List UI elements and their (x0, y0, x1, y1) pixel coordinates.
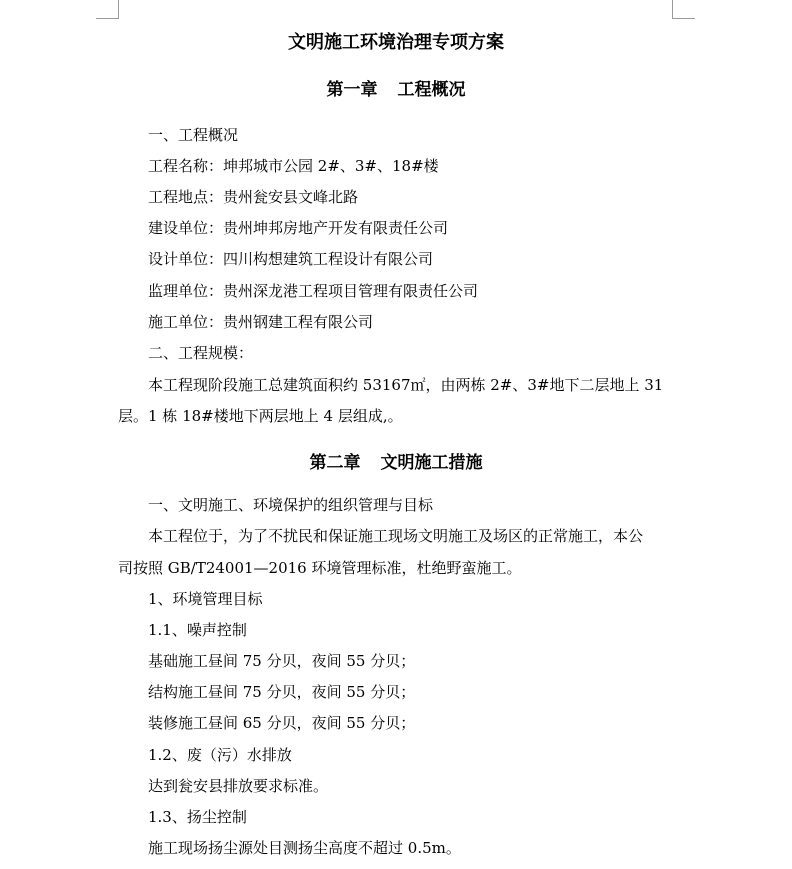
scale-paragraph-line-2: 层。1 栋 18#楼地下两层地上 4 层组成,。 (118, 407, 403, 425)
wastewater-heading: 1.2、废（污）水排放 (148, 746, 292, 764)
project-location: 工程地点：贵州瓮安县文峰北路 (148, 188, 359, 206)
noise-decoration: 装修施工昼间 65 分贝，夜间 55 分贝； (148, 714, 416, 732)
chapter-2-heading (0, 451, 792, 475)
environment-goal-heading: 1、环境管理目标 (148, 590, 263, 608)
noise-control-heading: 1.1、噪声控制 (148, 621, 247, 639)
section-heading-overview: 一、工程概况 (148, 126, 239, 144)
chapter-2-name: 文明施工措施 (380, 453, 483, 473)
chapter-1-heading (0, 78, 792, 102)
chapter-1-name: 工程概况 (397, 80, 466, 100)
construction-unit: 施工单位：贵州钢建工程有限公司 (148, 313, 374, 331)
project-name: 工程名称：坤邦城市公园 2#、3#、18#楼 (148, 157, 439, 175)
scale-paragraph-line-1: 本工程现阶段施工总建筑面积约 53167㎡，由两栋 2#、3#地下二层地上 31 (148, 376, 664, 394)
dust-control-heading: 1.3、扬尘控制 (148, 808, 247, 826)
section-heading-organization: 一、文明施工、环境保护的组织管理与目标 (148, 496, 434, 514)
noise-structure: 结构施工昼间 75 分贝，夜间 55 分贝； (148, 683, 416, 701)
intro-paragraph-line-1: 本工程位于，为了不扰民和保证施工现场文明施工及场区的正常施工，本公 (148, 527, 644, 545)
supervision-unit: 监理单位：贵州深龙港工程项目管理有限责任公司 (148, 282, 479, 300)
chapter-1-number: 第一章 (326, 80, 378, 100)
dust-control-text: 施工现场扬尘源处目测扬尘高度不超过 0.5m。 (148, 839, 461, 857)
margin-corner-top-left (96, 0, 119, 19)
section-heading-scale: 二、工程规模： (148, 344, 254, 362)
design-unit: 设计单位：四川构想建筑工程设计有限公司 (148, 250, 434, 268)
document-title: 文明施工环境治理专项方案 (288, 32, 504, 53)
noise-foundation: 基础施工昼间 75 分贝，夜间 55 分贝； (148, 652, 416, 670)
developer-unit: 建设单位：贵州坤邦房地产开发有限责任公司 (148, 219, 449, 237)
chapter-2-number: 第二章 (309, 453, 361, 473)
margin-corner-top-right (672, 0, 695, 19)
wastewater-text: 达到瓮安县排放要求标准。 (148, 777, 329, 795)
intro-paragraph-line-2: 司按照 GB/T24001—2016 环境管理标准，杜绝野蛮施工。 (118, 559, 522, 577)
